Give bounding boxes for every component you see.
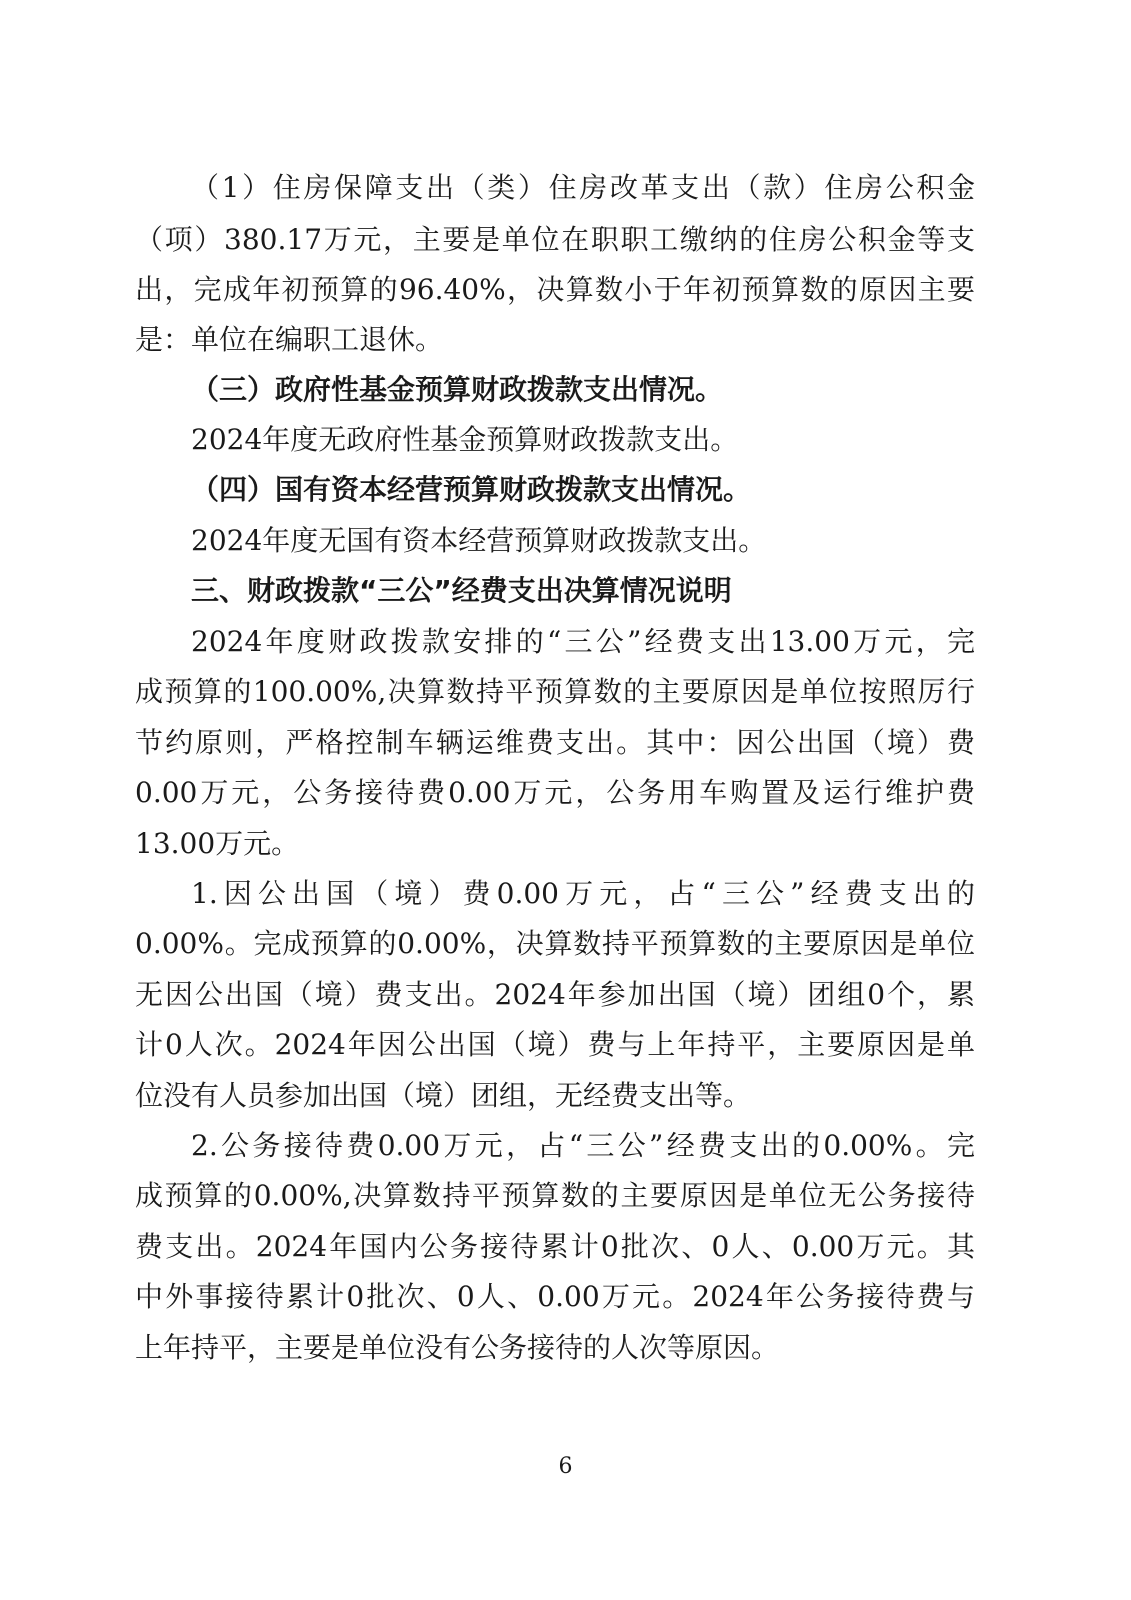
paragraph-line: 计0人次。2024年因公出国（境）费与上年持平，主要原因是单 — [135, 1028, 975, 1061]
paragraph-line: 是：单位在编职工退休。 — [135, 323, 444, 356]
section-heading-3: 三、财政拨款“三公”经费支出决算情况说明 — [191, 574, 732, 607]
paragraph-line: 出，完成年初预算的96.40%，决算数小于年初预算数的原因主要 — [135, 273, 975, 306]
paragraph-line: 无因公出国（境）费支出。2024年参加出国（境）团组0个，累 — [135, 978, 975, 1011]
paragraph-line: 中外事接待累计0批次、0人、0.00万元。2024年公务接待费与 — [135, 1280, 975, 1313]
paragraph-line: 成预算的100.00%,决算数持平预算数的主要原因是单位按照厉行 — [135, 675, 975, 708]
paragraph-line: 上年持平，主要是单位没有公务接待的人次等原因。 — [135, 1331, 780, 1364]
paragraph-line: 0.00万元，公务接待费0.00万元，公务用车购置及运行维护费 — [135, 776, 975, 809]
section-heading-san: （三）政府性基金预算财政拨款支出情况。 — [191, 373, 724, 406]
paragraph-line: 费支出。2024年国内公务接待累计0批次、0人、0.00万元。其 — [135, 1230, 975, 1263]
paragraph-line: 位没有人员参加出国（境）团组，无经费支出等。 — [135, 1079, 752, 1112]
paragraph-line: 2024年度财政拨款安排的“三公”经费支出13.00万元，完 — [191, 625, 975, 658]
paragraph-line: 2024年度无政府性基金预算财政拨款支出。 — [191, 423, 739, 456]
paragraph-line: 1.因公出国（境）费0.00万元，占“三公”经费支出的 — [191, 877, 975, 910]
paragraph-line: 0.00%。完成预算的0.00%，决算数持平预算数的主要原因是单位 — [135, 927, 975, 960]
paragraph-line: 节约原则，严格控制车辆运维费支出。其中：因公出国（境）费 — [135, 726, 975, 759]
paragraph-line: 13.00万元。 — [135, 827, 300, 860]
paragraph-line: 2024年度无国有资本经营预算财政拨款支出。 — [191, 524, 767, 557]
paragraph-line: 成预算的0.00%,决算数持平预算数的主要原因是单位无公务接待 — [135, 1179, 975, 1212]
paragraph-line: 2.公务接待费0.00万元，占“三公”经费支出的0.00%。完 — [191, 1129, 975, 1162]
section-heading-si: （四）国有资本经营预算财政拨款支出情况。 — [191, 473, 752, 506]
page-number: 6 — [558, 1454, 573, 1479]
paragraph-line: （1）住房保障支出（类）住房改革支出（款）住房公积金 — [191, 171, 975, 204]
paragraph-line: （项）380.17万元，主要是单位在职职工缴纳的住房公积金等支 — [135, 223, 975, 256]
